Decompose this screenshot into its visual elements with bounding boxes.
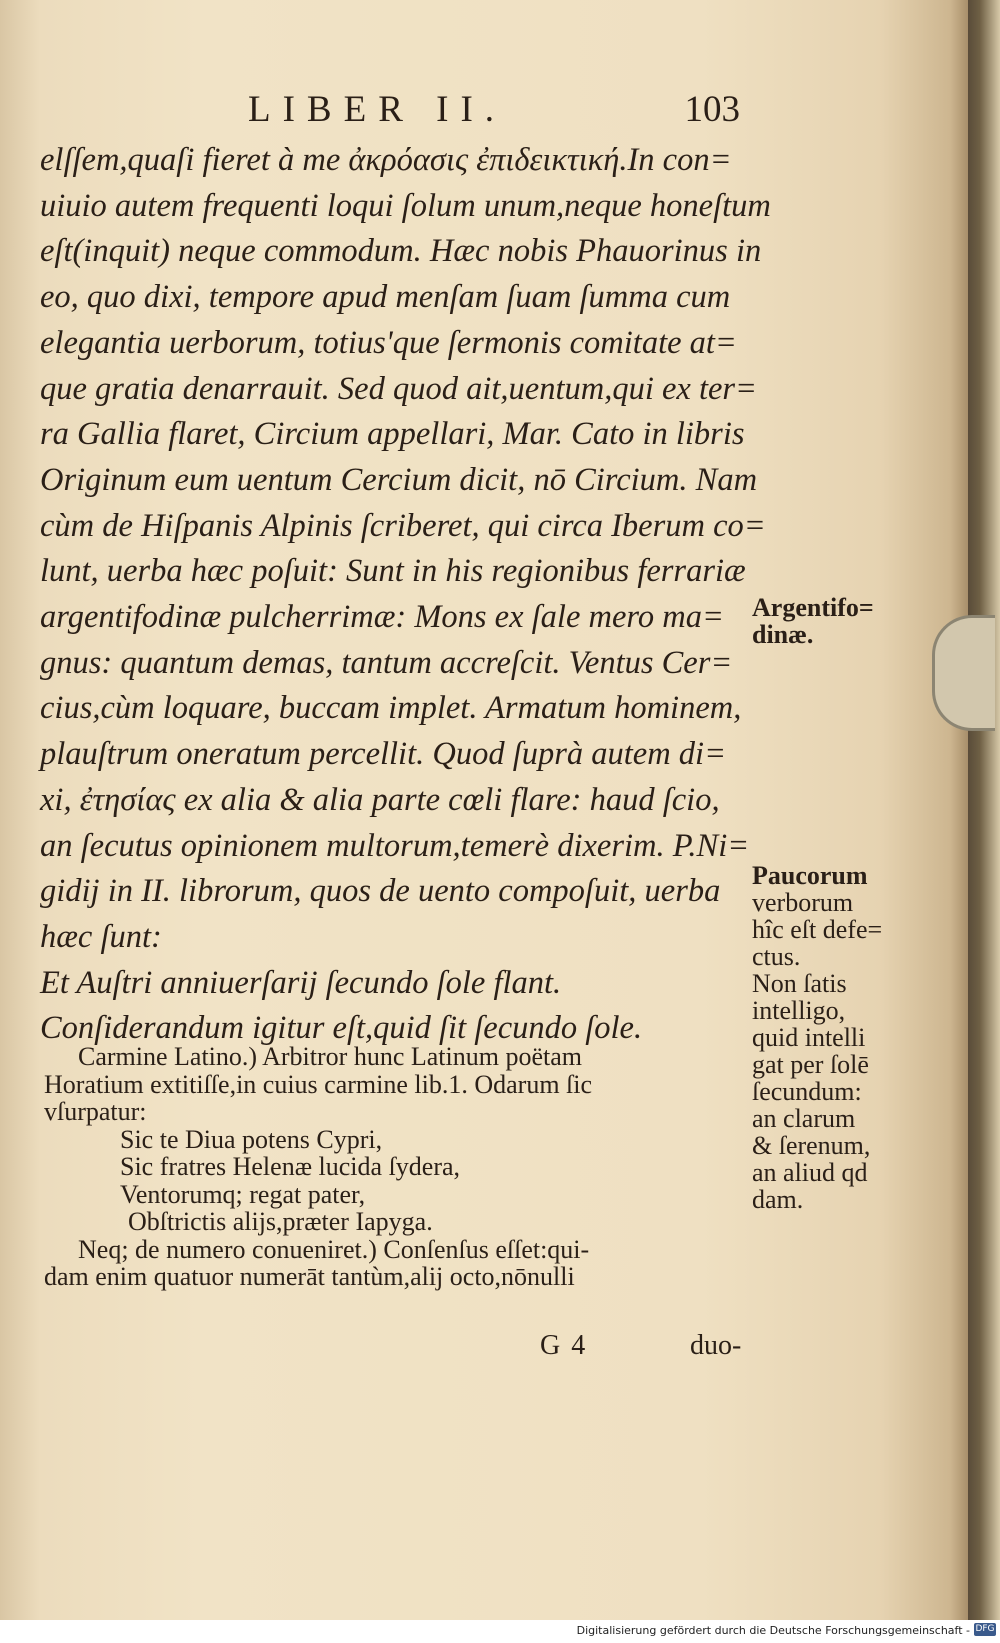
page-number: 103 (684, 89, 740, 130)
poem-line: Obſtrictis alijs,præter Iapyga. (128, 1207, 433, 1236)
text-line: cùm de Hiſpanis Alpinis ſcriberet, qui circa Iberum co= (40, 507, 766, 544)
main-text (40, 138, 771, 1051)
footer-bar (0, 1620, 1000, 1643)
commentary-notes (44, 1043, 764, 1291)
text-line: plauſtrum oneratum percellit. Quod ſuprà autem di= (40, 736, 727, 773)
running-title: LIBER II. (248, 89, 507, 130)
text-line: que gratia denarrauit. Sed quod ait,uentum,qui ex ter= (40, 370, 757, 407)
marginal-note-paucorum (752, 862, 932, 1213)
margin-line: ſecundum: (752, 1077, 862, 1106)
page-clip (932, 615, 995, 731)
margin-line: verborum (752, 888, 854, 917)
catchword: duo- (690, 1330, 742, 1361)
text-line: ra Gallia flaret, Circium appellari, Mar. Cato in libris (40, 416, 745, 453)
text-line: cius,cùm loquare, buccam implet. Armatum hominem, (40, 690, 742, 727)
text-line: Originum eum uentum Cercium dicit, nō Circium. Nam (40, 461, 758, 498)
page-header (200, 88, 740, 128)
text-line: uiuio autem frequenti loqui ſolum unum,neque honeſtum (40, 187, 771, 224)
note-line: Neq; de numero conueniret.) Conſenſus eſſet:qui- (78, 1234, 590, 1264)
margin-line: an aliud qd (752, 1158, 868, 1187)
margin-line: an clarum (752, 1104, 856, 1133)
note-line: vſurpatur: (44, 1097, 147, 1126)
signature-mark: G 4 (540, 1330, 588, 1361)
text-line: eſt(inquit) neque commodum. Hæc nobis Phauorinus in (40, 233, 762, 270)
text-line: elſſem,quaſi fieret à me ἀκρόασις ἐπιδεικτική.In con= (40, 142, 732, 178)
marginal-note-argentifodinae (752, 594, 932, 648)
text-line: eo, quo dixi, tempore apud menſam ſuam ſumma cum (40, 279, 731, 316)
margin-line: Paucorum (752, 861, 868, 890)
margin-line: dinæ. (752, 620, 814, 649)
dfg-logo-icon: DFG (975, 1624, 995, 1634)
margin-line: ctus. (752, 942, 801, 971)
margin-line: Argentifo= (752, 593, 874, 622)
margin-line: dam. (752, 1185, 804, 1214)
text-line: gnus: quantum demas, tantum accreſcit. Ventus Cer= (40, 644, 733, 681)
poem-line: Sic fratres Helenæ lucida ſydera, (120, 1152, 461, 1181)
text-line: hæc ſunt: (40, 918, 162, 955)
note-line: dam enim quatuor numerāt tantùm,alij octo,nōnulli (44, 1262, 575, 1291)
margin-line: hîc eſt defe= (752, 915, 883, 944)
margin-line: intelligo, (752, 996, 846, 1025)
note-line: Horatium extitiſſe,in cuius carmine lib.1. Odarum ſic (44, 1069, 593, 1099)
margin-line: gat per ſolē (752, 1050, 869, 1079)
margin-line: Non ſatis (752, 969, 847, 998)
note-line: Carmine Latino.) Arbitror hunc Latinum poëtam (78, 1042, 582, 1071)
quoted-verse-line: Conſiderandum igitur eſt,quid ſit ſecundo ſole. (40, 1009, 643, 1046)
text-line: gidij in II. librorum, quos de uento compoſuit, uerba (40, 873, 721, 910)
poem-line: Ventorumq; regat pater, (120, 1179, 366, 1209)
margin-line: & ſerenum, (752, 1131, 871, 1160)
poem-line: Sic te Diua potens Cypri, (120, 1124, 383, 1154)
funding-note: Digitalisierung gefördert durch die Deutsche Forschungsgemeinschaft - (576, 1624, 970, 1637)
text-line: an ſecutus opinionem multorum,temerè dixerim. P.Ni= (40, 827, 750, 864)
quoted-verse-line: Et Auſtri anniuerſarij ſecundo ſole flant. (40, 964, 562, 1001)
margin-line: quid intelli (752, 1023, 866, 1052)
text-line: xi, ἐτησίας ex alia & alia parte cœli flare: haud ſcio, (40, 781, 720, 818)
text-line: elegantia uerborum, totius'que ſermonis comitate at= (40, 324, 737, 361)
text-line: argentifodinæ pulcherrimæ: Mons ex ſale mero ma= (40, 599, 724, 636)
text-line: lunt, uerba hæc poſuit: Sunt in his regionibus ferrariæ (40, 553, 746, 590)
